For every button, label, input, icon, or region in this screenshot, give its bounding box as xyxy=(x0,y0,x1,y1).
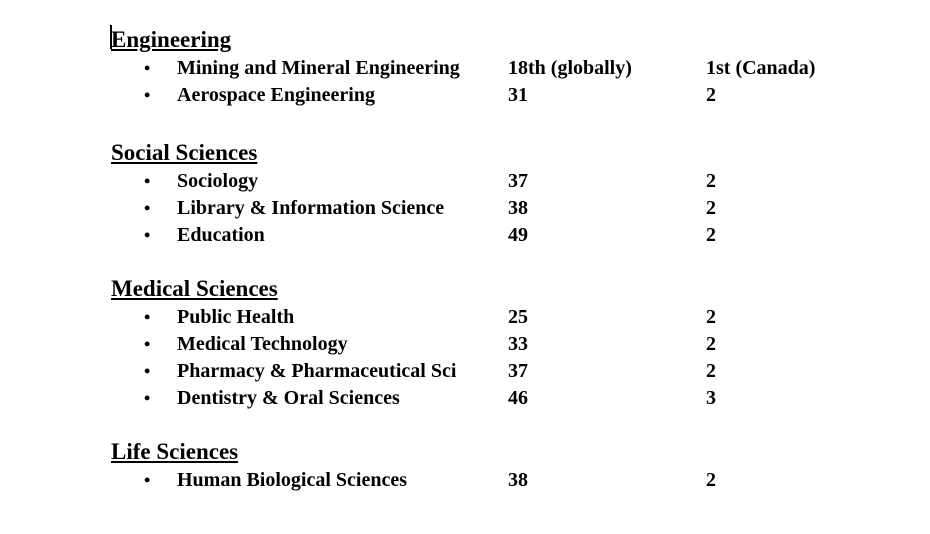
section-heading: Life Sciences xyxy=(111,439,239,464)
list-item xyxy=(0,168,930,195)
global-rank: 37 xyxy=(508,360,528,382)
subject-name: Library & Information Science xyxy=(177,197,445,219)
subject-name: Sociology xyxy=(177,170,259,192)
list-item xyxy=(0,55,930,82)
bullet-icon: • xyxy=(144,225,151,245)
list-item xyxy=(0,222,930,249)
ranking-list xyxy=(0,467,930,494)
canada-rank: 2 xyxy=(706,224,716,246)
subject-name: Mining and Mineral Engineering xyxy=(177,57,460,79)
global-rank: 49 xyxy=(508,224,528,246)
list-item xyxy=(0,331,930,358)
subject-name: Public Health xyxy=(177,306,295,328)
list-item xyxy=(0,304,930,331)
global-rank: 18th (globally) xyxy=(508,57,632,79)
canada-rank: 2 xyxy=(706,469,716,491)
ranking-list xyxy=(0,304,930,412)
bullet-icon: • xyxy=(144,388,151,408)
list-item xyxy=(0,82,930,109)
global-rank: 46 xyxy=(508,387,528,409)
canada-rank: 1st (Canada) xyxy=(706,57,816,79)
canada-rank: 2 xyxy=(706,333,716,355)
subject-name: Education xyxy=(177,224,265,246)
global-rank: 25 xyxy=(508,306,528,328)
subject-name: Dentistry & Oral Sciences xyxy=(177,387,400,409)
canada-rank: 3 xyxy=(706,387,716,409)
subject-name: Pharmacy & Pharmaceutical Sci xyxy=(177,360,457,382)
bullet-icon: • xyxy=(144,198,151,218)
global-rank: 33 xyxy=(508,333,528,355)
canada-rank: 2 xyxy=(706,170,716,192)
section-heading: Medical Sciences xyxy=(111,276,278,301)
bullet-icon: • xyxy=(144,85,151,105)
canada-rank: 2 xyxy=(706,197,716,219)
canada-rank: 2 xyxy=(706,306,716,328)
global-rank: 31 xyxy=(508,84,528,106)
ranking-list xyxy=(0,168,930,249)
global-rank: 37 xyxy=(508,170,528,192)
canada-rank: 2 xyxy=(706,84,716,106)
list-item xyxy=(0,195,930,222)
bullet-icon: • xyxy=(144,58,151,78)
ranking-list xyxy=(0,55,930,109)
list-item xyxy=(0,467,930,494)
section-heading: Social Sciences xyxy=(111,140,258,165)
bullet-icon: • xyxy=(144,334,151,354)
subject-name: Aerospace Engineering xyxy=(177,84,375,106)
subject-name: Human Biological Sciences xyxy=(177,469,407,491)
global-rank: 38 xyxy=(508,469,528,491)
bullet-icon: • xyxy=(144,307,151,327)
section-heading: Engineering xyxy=(111,27,232,52)
bullet-icon: • xyxy=(144,361,151,381)
subject-name: Medical Technology xyxy=(177,333,348,355)
bullet-icon: • xyxy=(144,171,151,191)
bullet-icon: • xyxy=(144,470,151,490)
list-item xyxy=(0,358,930,385)
global-rank: 38 xyxy=(508,197,528,219)
canada-rank: 2 xyxy=(706,360,716,382)
list-item xyxy=(0,385,930,412)
